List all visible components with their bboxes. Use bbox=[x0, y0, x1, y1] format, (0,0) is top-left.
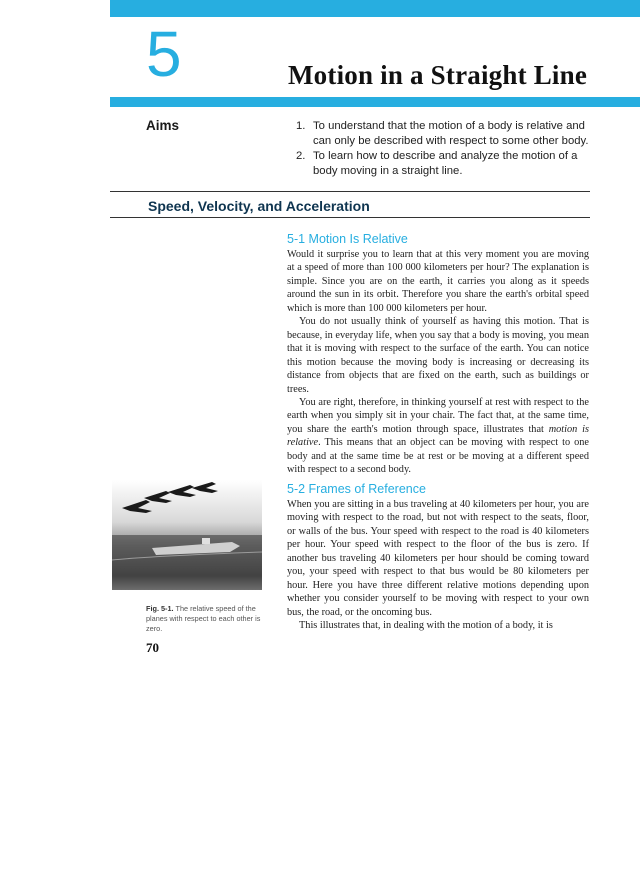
subsection-motion-is-relative bbox=[287, 232, 589, 477]
figure-caption-text: The relative speed of the planes with respect to each other is zero. bbox=[146, 604, 261, 633]
body-text: . This means that an object can be moving with respect to one body and at the same time be at rest or be moving at a different speed with respect to a second body. bbox=[287, 437, 589, 476]
emphasis-text: motion is relative bbox=[287, 423, 590, 449]
aims-item-text: To understand that the motion of a body is relative and can only be described with respect to some other body. bbox=[313, 120, 589, 147]
chapter-number: 5 bbox=[146, 18, 182, 90]
subsection-heading: 5-2 Frames of Reference bbox=[287, 482, 426, 496]
figure-caption bbox=[146, 604, 268, 634]
title-color-band bbox=[110, 97, 640, 107]
section-rule-top bbox=[110, 191, 590, 192]
aims-item bbox=[296, 149, 592, 179]
subsection-heading: 5-1 Motion Is Relative bbox=[287, 232, 408, 246]
aims-item bbox=[296, 119, 592, 149]
body-paragraph: When you are sitting in a bus traveling at 40 kilometers per hour, you are moving with respect to the road, but not with respect to the seats, floor, or walls of the bus. Your speed with respect to the road is 40 kilometers per hour. Your speed with respect to the floor of the bus is zero. If another bus traveling 40 kilometers per hour should be coming toward you, your speed with respect to that bus would be 80 kilometers per hour. Here you have three different relative motions depending upon whether you consider yourself to be moving with respect to your own bus, the road, or the oncoming bus. bbox=[287, 499, 589, 618]
body-paragraph: Would it surprise you to learn that at this very moment you are moving at a speed of more than 100 000 kilometers per hour? The explanation is simple. Since you are on the earth, it carries you along as it speeds around the sun in its orbit. Therefore you share the earth's orbital speed which is more than 100 000 kilometers per hour. bbox=[287, 249, 589, 314]
subsection-frames-of-reference bbox=[287, 482, 589, 633]
aims-label: Aims bbox=[146, 118, 180, 133]
figure-photo bbox=[112, 480, 262, 600]
body-text: You are right, therefore, in thinking yourself at rest with respect to the earth when you simply sit in your chair. The fact that, at the same time, you share the earth's motion through space, illustrates that bbox=[287, 396, 589, 435]
aims-item-number: 1. bbox=[296, 120, 306, 132]
body-paragraph bbox=[287, 396, 589, 477]
body-paragraph: This illustrates that, in dealing with the motion of a body, it is bbox=[299, 620, 553, 632]
page-number: 70 bbox=[146, 640, 159, 655]
top-color-band bbox=[110, 0, 640, 17]
aims-item-text: To learn how to describe and analyze the motion of a body moving in a straight line. bbox=[313, 150, 578, 177]
chapter-title: Motion in a Straight Line bbox=[288, 60, 588, 90]
aims-list bbox=[296, 119, 592, 179]
aims-item-number: 2. bbox=[296, 150, 306, 162]
section-heading: Speed, Velocity, and Acceleration bbox=[148, 198, 370, 214]
body-paragraph: You do not usually think of yourself as having this motion. That is because, in everyday life, when you say that a body is moving, you mean that it is moving with respect to the surface of the earth. You can notice this motion because the moving body is increasing or decreasing its distance from objects that are fixed on the earth, such as buildings or trees. bbox=[287, 316, 589, 395]
section-rule-bottom bbox=[110, 217, 590, 218]
figure-label: Fig. 5-1. bbox=[146, 604, 174, 613]
